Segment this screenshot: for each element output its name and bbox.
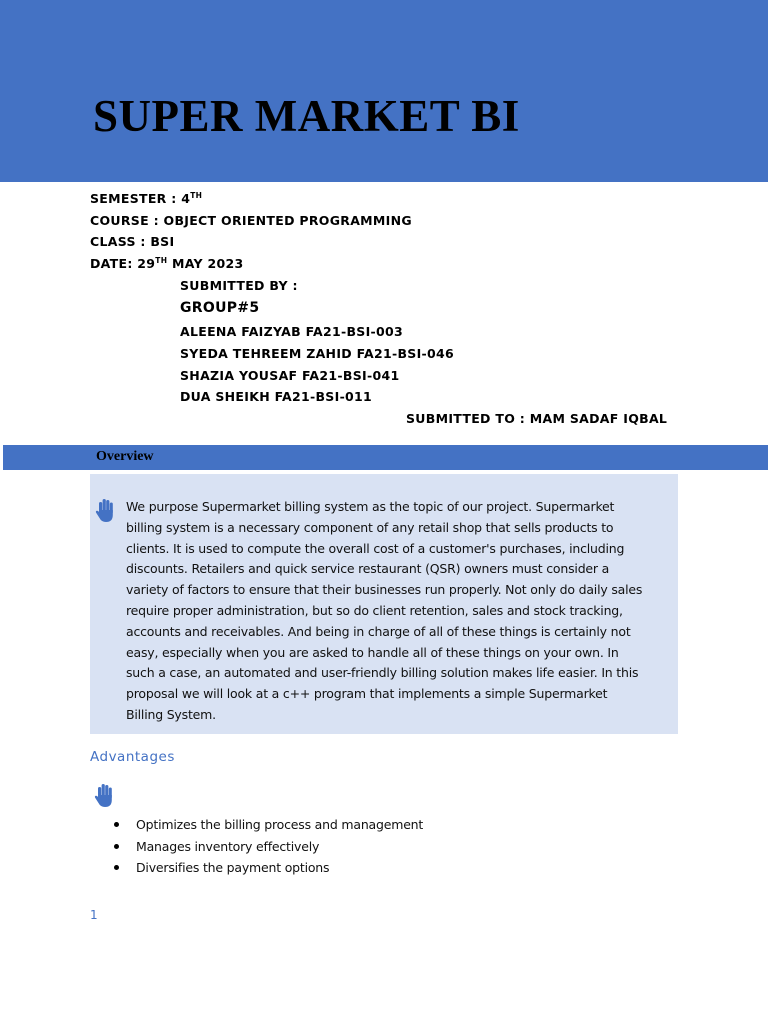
overview-band	[3, 445, 768, 470]
advantages-heading: Advantages	[90, 749, 175, 765]
overview-paragraph: We purpose Supermarket billing system as the topic of our project. Supermarket billing system is a necessary component of any retail shop that sells products to clients. It is used to compute the overall cost of a customer's purchases, including discounts. Retailers and quick service restaurant (QSR) owners must consider a variety of factors to ensure that their businesses run properly. Not only do daily sales require proper administration, but so do client retention, sales and stock tracking, accounts and receivables. And being in charge of all of these things is certainly not easy, especially when you are asked to handle all of these things on your own. In such a case, an automated and user-friendly billing solution makes life easier. In this proposal we will look at a c++ program that implements a simple Supermarket Billing System.	[126, 499, 643, 722]
course-line: COURSE : OBJECT ORIENTED PROGRAMMING	[90, 213, 412, 228]
class-line: CLASS : BSI	[90, 234, 175, 249]
list-item: Manages inventory effectively	[112, 836, 423, 858]
semester-line	[90, 191, 202, 207]
semester-label: SEMESTER : 4	[90, 191, 191, 206]
list-item: Diversifies the payment options	[112, 857, 423, 879]
date-superscript: TH	[155, 256, 168, 265]
member-line: SHAZIA YOUSAF FA21-BSI-041	[180, 368, 400, 383]
submitted-by-label: SUBMITTED BY :	[180, 278, 298, 293]
hand-icon	[93, 783, 117, 809]
date-prefix: DATE: 29	[90, 256, 156, 271]
date-line	[90, 256, 243, 272]
document-title: SUPER MARKET BI	[93, 91, 520, 141]
advantages-list	[112, 814, 423, 879]
page-number: 1	[90, 908, 98, 922]
date-suffix: MAY 2023	[167, 256, 244, 271]
list-item: Optimizes the billing process and management	[112, 814, 423, 836]
semester-superscript: TH	[190, 191, 203, 200]
overview-heading: Overview	[96, 449, 154, 464]
member-line: DUA SHEIKH FA21-BSI-011	[180, 389, 373, 404]
hand-icon	[94, 498, 118, 524]
member-line: SYEDA TEHREEM ZAHID FA21-BSI-046	[180, 346, 455, 361]
overview-box	[90, 474, 678, 734]
group-label: GROUP#5	[180, 300, 260, 316]
member-line: ALEENA FAIZYAB FA21-BSI-003	[180, 324, 404, 339]
submitted-to-line: SUBMITTED TO : MAM SADAF IQBAL	[406, 411, 668, 426]
